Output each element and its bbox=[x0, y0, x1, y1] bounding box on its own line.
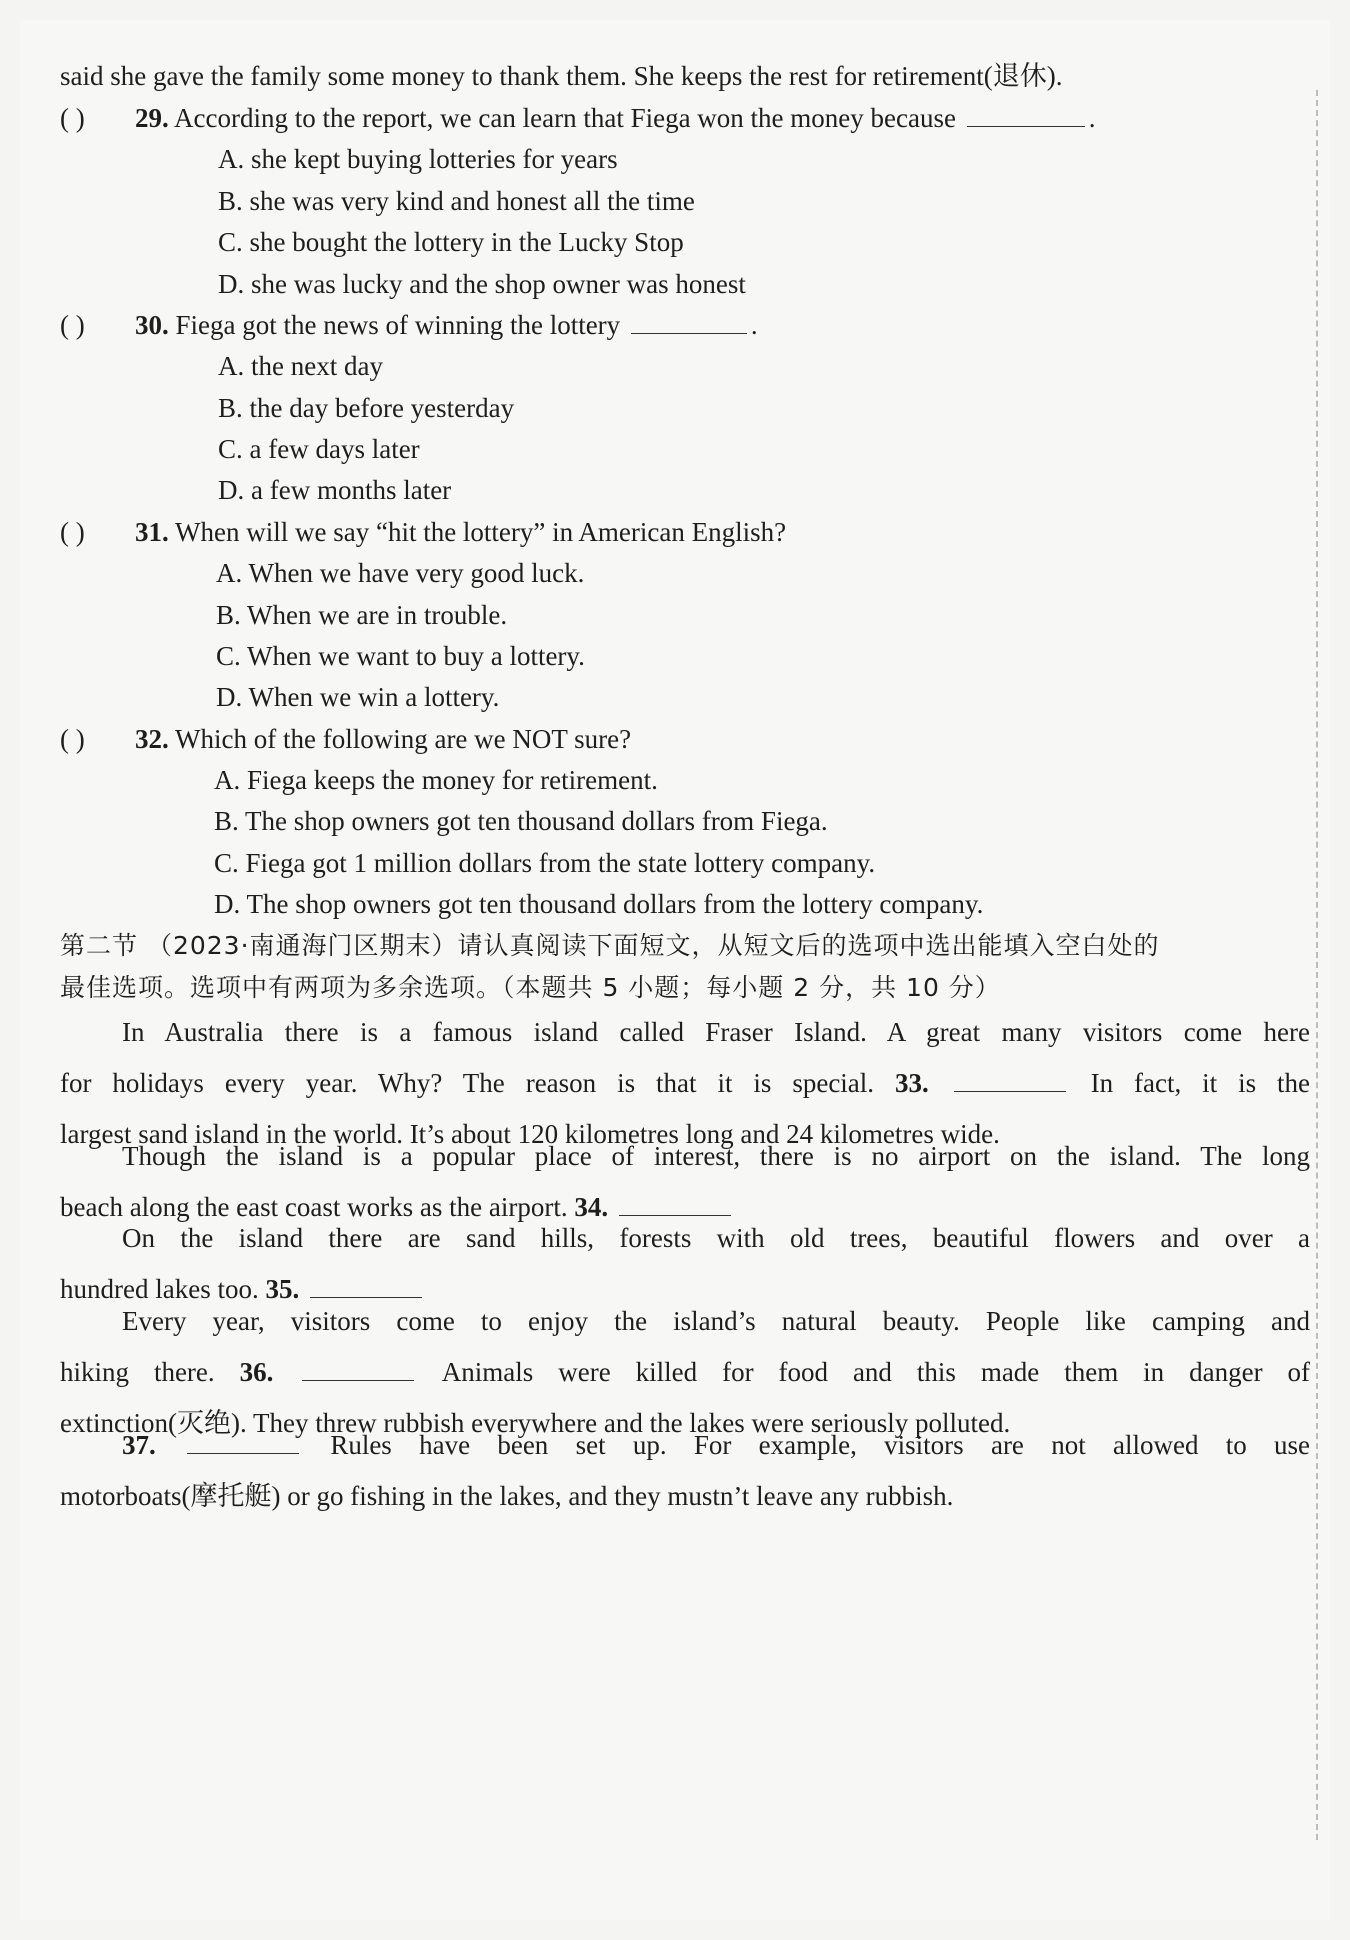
option-c[interactable]: C. When we want to buy a lottery. bbox=[216, 641, 585, 671]
option-b[interactable]: B. the day before yesterday bbox=[218, 393, 515, 423]
paragraph-line: Though the island is a popular place of interest, there is no airport on the island. The long bbox=[122, 1141, 1310, 1171]
option-c[interactable]: C. a few days later bbox=[218, 434, 420, 464]
binding-edge-line bbox=[1316, 90, 1318, 1840]
option-d[interactable]: D. she was lucky and the shop owner was honest bbox=[218, 269, 746, 299]
option-c[interactable]: C. she bought the lottery in the Lucky Stop bbox=[218, 227, 684, 257]
paragraph-line bbox=[60, 1058, 1310, 1109]
question-31 bbox=[60, 514, 1308, 550]
paragraph-line: extinction(灭绝). They threw rubbish everywhere and the lakes were seriously polluted. bbox=[60, 1408, 1011, 1438]
option-b[interactable]: B. she was very kind and honest all the time bbox=[218, 186, 695, 216]
answer-blank[interactable] bbox=[631, 311, 747, 334]
paragraph-line: In Australia there is a famous island called Fraser Island. A great many visitors come here bbox=[122, 1017, 1310, 1047]
paragraph-line: motorboats(摩托艇) or go fishing in the lakes, and they mustn’t leave any rubbish. bbox=[60, 1481, 954, 1511]
question-number: 31. bbox=[135, 517, 169, 547]
answer-paren[interactable]: ( ) bbox=[60, 310, 85, 340]
question-stem: When will we say “hit the lottery” in American English? bbox=[175, 517, 787, 547]
line-text: hundred lakes too. bbox=[60, 1274, 259, 1304]
option-d[interactable]: D. The shop owners got ten thousand dollars from the lottery company. bbox=[214, 889, 984, 919]
paragraph-line bbox=[60, 1347, 1310, 1398]
answer-paren[interactable]: ( ) bbox=[60, 517, 85, 547]
question-number: 29. bbox=[135, 103, 169, 133]
line-text: beach along the east coast works as the airport. bbox=[60, 1192, 568, 1222]
answer-paren[interactable]: ( ) bbox=[60, 724, 85, 754]
blank-number-33: 33. bbox=[894, 1068, 929, 1098]
paragraph-line bbox=[60, 1420, 1310, 1471]
question-stem: Which of the following are we NOT sure? bbox=[175, 724, 632, 754]
option-b[interactable]: B. When we are in trouble. bbox=[216, 600, 508, 630]
line-text: In fact, it is the bbox=[1090, 1068, 1311, 1098]
option-a[interactable]: A. she kept buying lotteries for years bbox=[218, 144, 618, 174]
question-number: 32. bbox=[135, 724, 169, 754]
answer-paren[interactable]: ( ) bbox=[60, 103, 85, 133]
paragraph-line: On the island there are sand hills, forests with old trees, beautiful flowers and over a bbox=[122, 1223, 1310, 1253]
line-text: Rules have been set up. For example, visitors are not allowed to use bbox=[330, 1430, 1310, 1460]
question-29: ( ) 29. According to the report, we can learn that Fiega won the money because . bbox=[60, 100, 1308, 136]
option-b[interactable]: B. The shop owners got ten thousand dollars from Fiega. bbox=[214, 806, 828, 836]
paragraph-line: largest sand island in the world. It’s about 120 kilometres long and 24 kilometres wide. bbox=[60, 1119, 1000, 1149]
option-a[interactable]: A. When we have very good luck. bbox=[216, 558, 585, 588]
question-32 bbox=[60, 721, 1308, 757]
option-d[interactable]: D. When we win a lottery. bbox=[216, 682, 500, 712]
answer-blank[interactable] bbox=[967, 104, 1085, 127]
section-2-instruction-line-1: 第二节 （2023·南通海门区期末）请认真阅读下面短文，从短文后的选项中选出能填入空白处的 bbox=[60, 931, 1160, 960]
question-30: ( ) 30. Fiega got the news of winning the lottery . bbox=[60, 307, 1308, 343]
blank-number-37: 37. bbox=[122, 1430, 156, 1460]
option-c[interactable]: C. Fiega got 1 million dollars from the state lottery company. bbox=[214, 848, 876, 878]
blank-35[interactable] bbox=[310, 1275, 422, 1298]
paragraph-line: Every year, visitors come to enjoy the island’s natural beauty. People like camping and bbox=[122, 1306, 1310, 1336]
passage-paragraph-5 bbox=[60, 1420, 1310, 1522]
blank-37[interactable] bbox=[187, 1431, 299, 1454]
blank-number-35: 35. bbox=[265, 1274, 300, 1304]
blank-36[interactable] bbox=[302, 1358, 414, 1381]
line-text: hiking there. bbox=[60, 1357, 215, 1387]
option-a[interactable]: A. Fiega keeps the money for retirement. bbox=[214, 765, 658, 795]
option-a[interactable]: A. the next day bbox=[218, 351, 383, 381]
option-d[interactable]: D. a few months later bbox=[218, 475, 452, 505]
continuation-text: said she gave the family some money to thank them. She keeps the rest for retirement(退休). bbox=[60, 61, 1063, 91]
blank-number-36: 36. bbox=[239, 1357, 274, 1387]
line-text: Animals were killed for food and this made them in danger of bbox=[441, 1357, 1311, 1387]
blank-33[interactable] bbox=[954, 1069, 1066, 1092]
question-stem: Fiega got the news of winning the lottery bbox=[175, 310, 621, 340]
question-stem: According to the report, we can learn that Fiega won the money because bbox=[174, 103, 956, 133]
line-text: for holidays every year. Why? The reason is that it is special. bbox=[60, 1068, 875, 1098]
blank-number-34: 34. bbox=[574, 1192, 609, 1222]
passage-continuation bbox=[60, 58, 1308, 94]
question-number: 30. bbox=[135, 310, 169, 340]
section-2-instruction-line-2: 最佳选项。选项中有两项为多余选项。（本题共 5 小题；每小题 2 分，共 10 分） bbox=[60, 973, 1001, 1002]
